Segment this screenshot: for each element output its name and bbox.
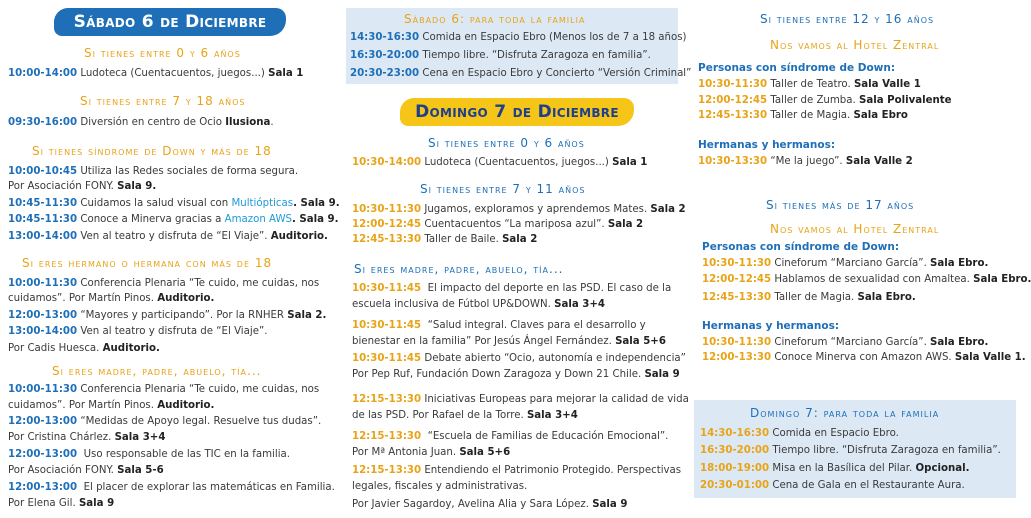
list-item: 20:30-23:00 Cena en Espacio Ebro y Concierto “Versión Criminal” — [350, 68, 692, 79]
list-item: 10:30-11:30 Taller de Teatro. Sala Valle 1 — [698, 79, 921, 90]
list-item: 10:30-11:30 Jugamos, exploramos y aprendemos Mates. Sala 2 — [352, 204, 686, 215]
list-item: 10:30-11:45 “Salud integral. Claves para el desarrollo y — [352, 320, 646, 331]
list-item: 12:15-13:30 “Escuela de Familias de Educación Emocional”. — [352, 431, 669, 442]
list-item: 12:00-13:00 “Medidas de Apoyo legal. Resuelve tus dudas”. — [8, 416, 322, 427]
group-header: Hermanas y hermanos: — [698, 139, 836, 151]
list-item: legales, fiscales y administrativas. — [352, 481, 528, 492]
section-title-siblings-18: Si eres hermano o hermana con más de 18 — [22, 256, 273, 270]
list-item: Por Pep Ruf, Fundación Down Zaragoza y Down 21 Chile. Sala 9 — [352, 369, 680, 380]
group-header: Personas con síndrome de Down: — [698, 62, 896, 74]
saturday-banner: Sábado 6 de Diciembre — [54, 8, 286, 36]
list-item: 12:45-13:30 Taller de Magia. Sala Ebro. — [702, 292, 916, 303]
list-item: 10:30-14:00 Ludoteca (Cuentacuentos, juegos...) Sala 1 — [352, 157, 648, 168]
list-item: 14:30-16:30 Comida en Espacio Ebro. — [700, 428, 899, 439]
list-item: 10:00-11:30 Conferencia Plenaria “Te cuido, me cuidas, nos — [8, 278, 320, 289]
list-item: 10:30-11:45 Debate abierto “Ocio, autonomía e independencia” — [352, 353, 686, 364]
list-item: 12:00-12:45 Taller de Zumba. Sala Polivalente — [698, 95, 952, 106]
list-item: Por Mª Antonia Juan. Sala 5+6 — [352, 447, 511, 458]
section-title-parents: Si eres madre, padre, abuelo, tía... — [52, 364, 262, 378]
list-item: 12:45-13:30 Taller de Baile. Sala 2 — [352, 234, 538, 245]
section-title-0-6: Si tienes entre 0 y 6 años — [84, 46, 241, 60]
list-item: 10:00-10:45 Utiliza las Redes sociales de forma segura. — [8, 166, 299, 177]
list-item: 16:30-20:00 Tiempo libre. “Disfruta Zaragoza en familia”. — [700, 445, 1001, 456]
list-item: 18:00-19:00 Misa en la Basílica del Pilar. Opcional. — [700, 463, 970, 474]
list-item: 12:00-13:30 Conoce Minerva con Amazon AWS. Sala Valle 1. — [702, 352, 1026, 363]
list-item: Por Cadis Huesca. Auditorio. — [8, 343, 160, 354]
list-item: 10:30-11:30 Cineforum “Marciano García”. Sala Ebro. — [702, 337, 989, 348]
list-item: 12:00-13:00 Uso responsable de las TIC en la familia. — [8, 449, 291, 460]
list-item: 13:00-14:00 Ven al teatro y disfruta de “El Viaje”. Auditorio. — [8, 231, 328, 242]
list-item: 10:45-11:30 Cuidamos la salud visual con Multiópticas. Sala 9. — [8, 198, 340, 209]
list-item: de las PSD. Por Rafael de la Torre. Sala 3+4 — [352, 410, 578, 421]
section-title-12-16: Si tienes entre 12 y 16 años — [760, 12, 935, 26]
list-item: 10:30-11:30 Cineforum “Marciano García”. Sala Ebro. — [702, 258, 989, 269]
section-title-0-6: Si tienes entre 0 y 6 años — [428, 136, 585, 150]
list-item: Por Javier Sagardoy, Avelina Alia y Sara López. Sala 9 — [352, 499, 628, 510]
list-item: 12:45-13:30 Taller de Magia. Sala Ebro — [698, 110, 908, 121]
list-item: 09:30-16:00 Diversión en centro de Ocio Ilusiona. — [8, 117, 274, 128]
section-title-7-18: Si tienes entre 7 y 18 años — [80, 94, 246, 108]
list-item: cuidamos”. Por Martín Pinos. Auditorio. — [8, 293, 215, 304]
list-item: 20:30-01:00 Cena de Gala en el Restaurante Aura. — [700, 480, 965, 491]
group-header: Personas con síndrome de Down: — [702, 241, 900, 253]
section-subtitle-hotel: Nos vamos al Hotel Zentral — [770, 38, 940, 52]
list-item: Por Asociación FONY. Sala 9. — [8, 181, 157, 192]
list-item: 10:30-13:30 “Me la juego”. Sala Valle 2 — [698, 156, 913, 167]
sunday-family-title: Domingo 7: para toda la familia — [750, 406, 940, 420]
list-item: 12:15-13:30 Entendiendo el Patrimonio Protegido. Perspectivas — [352, 465, 682, 476]
list-item: Por Asociación FONY. Sala 5-6 — [8, 465, 164, 476]
group-header: Hermanas y hermanos: — [702, 320, 840, 332]
list-item: Por Elena Gil. Sala 9 — [8, 498, 115, 509]
section-title-down-18: Si tienes síndrome de Down y más de 18 — [32, 144, 272, 158]
section-title-7-11: Si tienes entre 7 y 11 años — [420, 182, 586, 196]
list-item: 12:00-12:45 Hablamos de sexualidad con Amaltea. Sala Ebro. — [702, 274, 1031, 285]
sunday-banner: Domingo 7 de Diciembre — [400, 98, 634, 126]
list-item: 10:00-11:30 Conferencia Plenaria “Te cuido, me cuidas, nos — [8, 384, 320, 395]
saturday-family-title: Sábado 6: para toda la familia — [404, 12, 586, 26]
section-title-17: Si tienes más de 17 años — [766, 198, 915, 212]
list-item: 10:00-14:00 Ludoteca (Cuentacuentos, juegos...) Sala 1 — [8, 68, 304, 79]
list-item: escuela inclusiva de Fútbol UP&DOWN. Sala 3+4 — [352, 299, 605, 310]
list-item: 13:00-14:00 Ven al teatro y disfruta de “El Viaje”. — [8, 326, 268, 337]
list-item: Por Cristina Chárlez. Sala 3+4 — [8, 432, 166, 443]
list-item: 12:00-13:00 El placer de explorar las matemáticas en Familia. — [8, 482, 335, 493]
section-subtitle-hotel: Nos vamos al Hotel Zentral — [770, 222, 940, 236]
list-item: 10:30-11:45 El impacto del deporte en las PSD. El caso de la — [352, 283, 672, 294]
list-item: bienestar en la familia” Por Jesús Ángel Fernández. Sala 5+6 — [352, 336, 666, 347]
list-item: 10:45-11:30 Conoce a Minerva gracias a Amazon AWS. Sala 9. — [8, 214, 339, 225]
list-item: 14:30-16:30 Comida en Espacio Ebro (Menos los de 7 a 18 años) — [350, 32, 687, 43]
list-item: 16:30-20:00 Tiempo libre. “Disfruta Zaragoza en familia”. — [350, 50, 651, 61]
section-title-parents: Si eres madre, padre, abuelo, tía... — [354, 262, 564, 276]
list-item: 12:15-13:30 Iniciativas Europeas para mejorar la calidad de vida — [352, 394, 689, 405]
list-item: 12:00-12:45 Cuentacuentos “La mariposa azul”. Sala 2 — [352, 219, 644, 230]
list-item: cuidamos”. Por Martín Pinos. Auditorio. — [8, 400, 215, 411]
list-item: 12:00-13:00 “Mayores y participando”. Por la RNHER Sala 2. — [8, 310, 327, 321]
